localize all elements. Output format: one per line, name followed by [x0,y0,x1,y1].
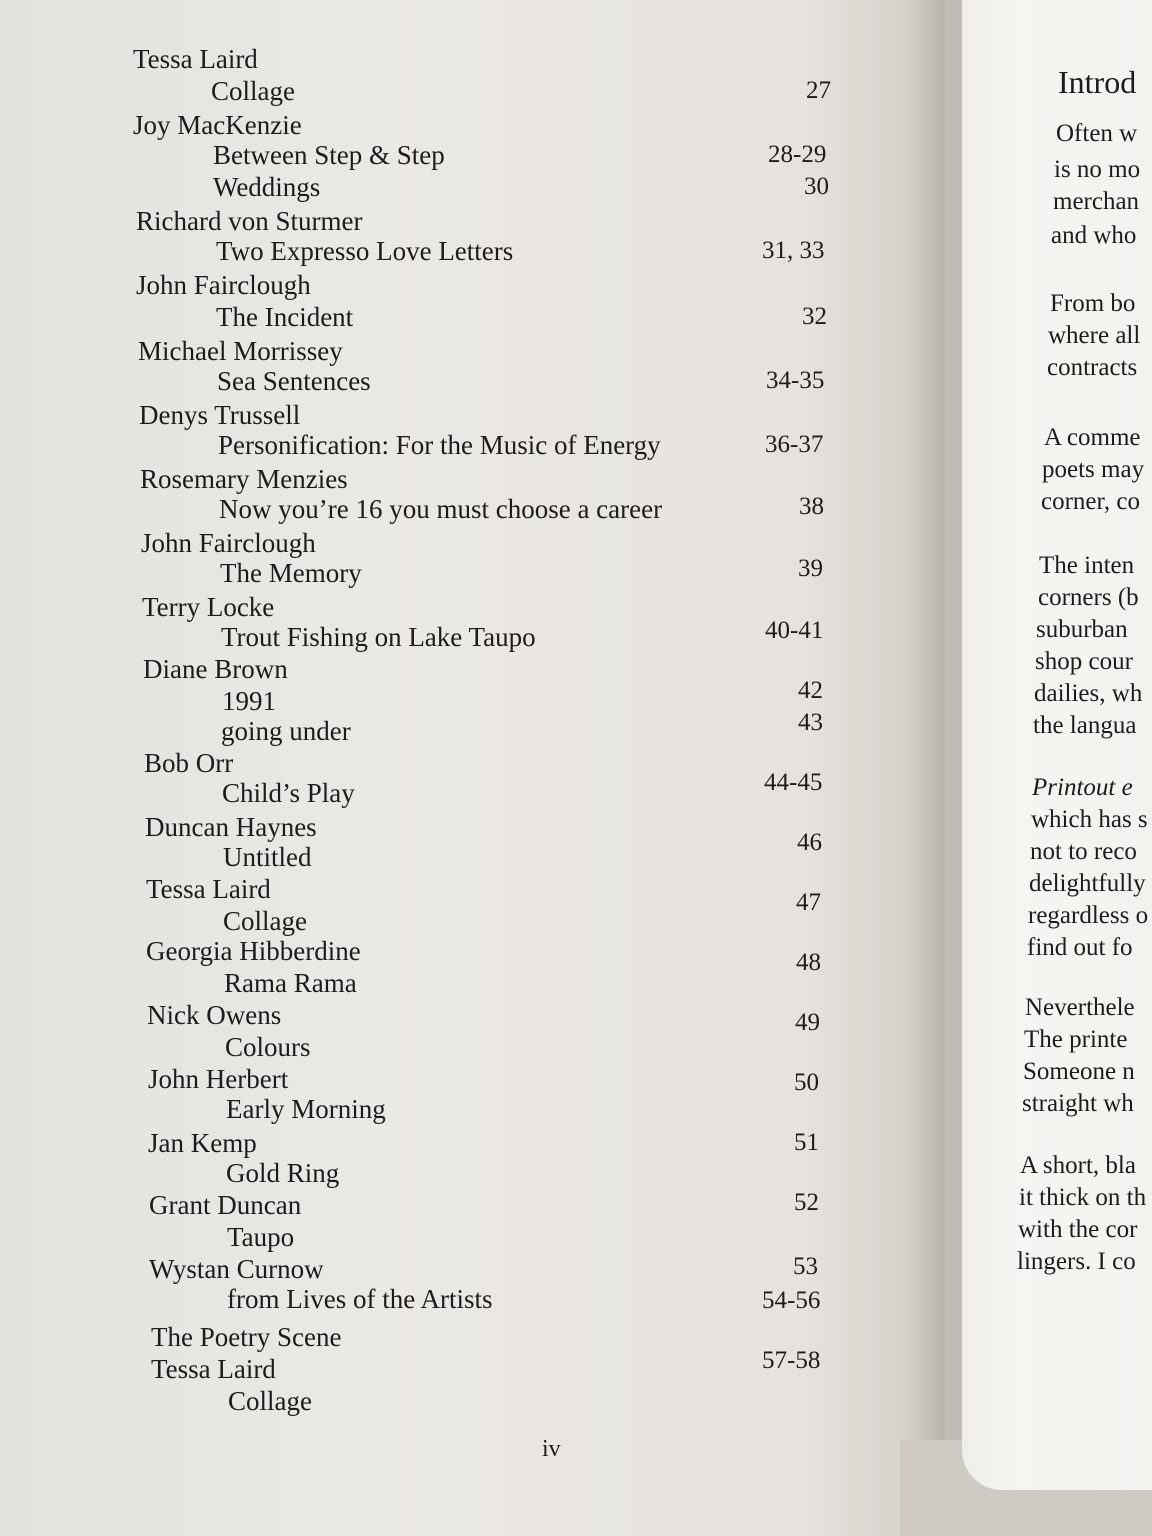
toc-author: John Fairclough [141,528,316,558]
toc-author: Diane Brown [143,654,288,684]
toc-author: Wystan Curnow [149,1254,324,1284]
toc-title: Taupo [227,1222,295,1252]
toc-author: Grant Duncan [149,1190,302,1220]
introduction-line: it thick on th [1019,1184,1147,1211]
introduction-line: Often w [1056,120,1138,147]
toc-page-number: 43 [798,709,823,736]
toc-page-number: 38 [799,493,824,520]
toc-title: Collage [228,1386,312,1416]
introduction-line: lingers. I co [1017,1248,1136,1275]
introduction-line: regardless o [1028,902,1149,929]
introduction-line: where all [1048,322,1141,349]
introduction-line: find out fo [1027,934,1133,961]
toc-author: Tessa Laird [146,874,271,904]
toc-page-number: 47 [796,889,821,916]
toc-title: Personification: For the Music of Energy [218,430,661,460]
toc-author: Georgia Hibberdine [146,936,361,966]
toc-page-number: 53 [793,1253,818,1280]
toc-author: Richard von Sturmer [136,206,363,236]
toc-author: Rosemary Menzies [140,464,348,494]
toc-title: 1991 [222,686,276,716]
toc-title: Untitled [223,842,312,872]
right-page [962,0,1152,1490]
toc-title: Collage [223,906,307,936]
toc-page-number: 44-45 [764,769,823,796]
toc-page-number: 27 [806,77,831,104]
introduction-line: and who [1051,222,1137,249]
introduction-line: merchan [1053,188,1140,215]
toc-page-number: 31, 33 [762,237,825,264]
toc-page-number: 50 [794,1069,819,1096]
introduction-line: shop cour [1035,648,1133,675]
toc-author: Denys Trussell [139,400,301,430]
toc-title: Collage [211,76,295,106]
toc-author: Terry Locke [142,592,275,622]
toc-title: Now you’re 16 you must choose a career [219,494,663,524]
toc-title: The Poetry Scene [151,1322,342,1352]
toc-title: Gold Ring [226,1158,340,1188]
toc-title: going under [221,716,351,746]
toc-page-number: 46 [797,829,822,856]
toc-author: John Fairclough [136,270,311,300]
toc-page-number: 52 [794,1189,819,1216]
introduction-line: Printout e [1032,774,1133,801]
introduction-line: not to reco [1030,838,1137,865]
introduction-heading: Introd [1058,64,1137,100]
toc-page-number: 48 [796,949,821,976]
introduction-line: straight wh [1022,1090,1134,1117]
introduction-line: A comme [1044,424,1141,451]
introduction-line: Neverthele [1025,994,1135,1021]
introduction-line: the langua [1033,712,1137,739]
toc-page-number: 32 [802,303,827,330]
toc-page-number: 42 [798,677,823,704]
toc-author: Jan Kemp [148,1128,257,1158]
introduction-line: suburban [1036,616,1128,643]
toc-author: Joy MacKenzie [133,110,302,140]
introduction-line: The printe [1024,1026,1128,1053]
introduction-line: which has s [1031,806,1148,833]
toc-author: Tessa Laird [151,1354,276,1384]
introduction-line: The inten [1039,552,1135,579]
toc-page-number: 30 [804,173,829,200]
toc-author: Nick Owens [147,1000,282,1030]
toc-author: Michael Morrissey [138,336,343,366]
toc-title: Early Morning [226,1094,386,1124]
toc-page-number: 54-56 [762,1287,821,1314]
introduction-line: Someone n [1023,1058,1135,1085]
toc-title: from Lives of the Artists [227,1284,493,1314]
toc-title: Child’s Play [222,778,355,808]
toc-author: Tessa Laird [133,44,258,74]
toc-page-number: 34-35 [766,367,825,394]
introduction-line: corners (b [1038,584,1139,611]
introduction-line: From bo [1050,290,1136,317]
toc-title: The Memory [220,558,362,588]
toc-page-number: 51 [794,1129,819,1156]
introduction-line: poets may [1042,456,1145,483]
introduction-line: A short, bla [1020,1152,1136,1179]
toc-title: Weddings [213,172,321,202]
toc-page-number: 49 [795,1009,820,1036]
introduction-line: contracts [1047,354,1138,381]
introduction-line: delightfully [1029,870,1146,897]
toc-page-number: 36-37 [765,431,824,458]
toc-author: Duncan Haynes [145,812,317,842]
toc-title: Two Expresso Love Letters [216,236,514,266]
toc-title: Colours [225,1032,311,1062]
toc-page-number: 39 [798,555,823,582]
toc-title: Rama Rama [224,968,357,998]
toc-title: Between Step & Step [213,140,445,170]
toc-title: Trout Fishing on Lake Taupo [221,622,536,652]
toc-page-number: 40-41 [765,617,824,644]
introduction-line: dailies, wh [1034,680,1143,707]
page-number: iv [542,1436,561,1462]
toc-page-number: 57-58 [762,1347,821,1374]
toc-title: Sea Sentences [217,366,371,396]
toc-page-number: 28-29 [768,141,827,168]
introduction-line: corner, co [1041,488,1140,515]
introduction-line: with the cor [1018,1216,1138,1243]
introduction-line: is no mo [1054,156,1141,183]
toc-author: John Herbert [148,1064,289,1094]
toc-author: Bob Orr [144,748,234,778]
toc-title: The Incident [216,302,354,332]
